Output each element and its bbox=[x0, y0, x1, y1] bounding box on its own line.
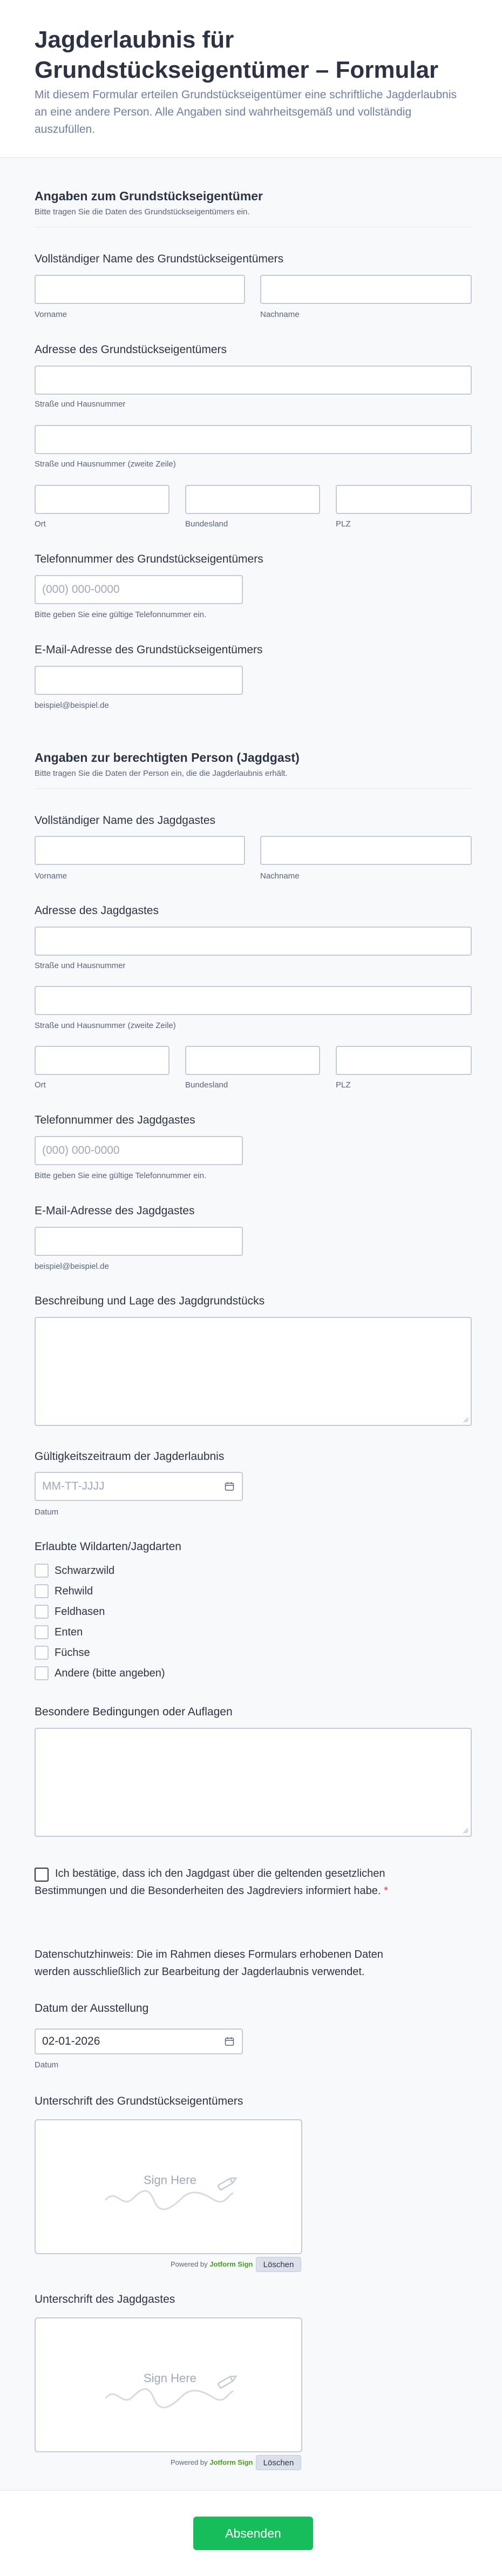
owner-zip-input[interactable] bbox=[336, 485, 472, 514]
guest-street1-input[interactable] bbox=[35, 927, 472, 956]
owner-address-label: Adresse des Grundstückseigentümers bbox=[35, 343, 227, 356]
privacy-note: Datenschutzhinweis: Die im Rahmen dieses Formulars erhobenen Daten werden ausschließlich zur Bearbeitung der Jagderlaubnis verwendet. bbox=[35, 1949, 383, 1978]
owner-street2-input[interactable] bbox=[35, 425, 472, 454]
owner-street2-sublabel: Straße und Hausnummer (zweite Zeile) bbox=[35, 459, 176, 469]
calendar-icon[interactable] bbox=[225, 2037, 234, 2046]
guest-state-input[interactable] bbox=[185, 1046, 320, 1075]
form-header bbox=[0, 0, 502, 158]
guest-signature-label: Unterschrift des Jagdgastes bbox=[35, 2293, 175, 2305]
owner-signature-label: Unterschrift des Grundstückseigentümers bbox=[35, 2095, 243, 2107]
owner-last-name-input[interactable] bbox=[260, 275, 472, 304]
guest-street2-sublabel: Straße und Hausnummer (zweite Zeile) bbox=[35, 1021, 176, 1030]
owner-email-label: E-Mail-Adresse des Grundstückseigentümers bbox=[35, 644, 263, 656]
guest-city-input[interactable] bbox=[35, 1046, 169, 1075]
guest-phone-label: Telefonnummer des Jagdgastes bbox=[35, 1114, 195, 1126]
owner-street1-sublabel: Straße und Hausnummer bbox=[35, 400, 126, 409]
owner-state-input[interactable] bbox=[185, 485, 320, 514]
owner-street1-input[interactable] bbox=[35, 366, 472, 395]
owner-email-hint: beispiel@beispiel.de bbox=[35, 701, 109, 710]
game-option-checkbox[interactable] bbox=[35, 1605, 49, 1619]
issue-date-value: 02-01-2026 bbox=[42, 2035, 100, 2047]
owner-phone-placeholder: (000) 000-0000 bbox=[42, 583, 120, 596]
owner-signature-clear-button[interactable]: Löschen bbox=[256, 2257, 301, 2272]
resize-grip-icon[interactable] bbox=[462, 1827, 469, 1834]
guest-street1-sublabel: Straße und Hausnummer bbox=[35, 961, 126, 970]
issue-date-hint: Datum bbox=[35, 2060, 59, 2070]
validity-date-input[interactable] bbox=[35, 1472, 243, 1501]
guest-signature-pad[interactable] bbox=[35, 2317, 302, 2452]
guest-first-name-sublabel: Vorname bbox=[35, 871, 67, 881]
owner-last-name-sublabel: Nachname bbox=[260, 310, 300, 319]
game-option-checkbox[interactable] bbox=[35, 1666, 49, 1680]
owner-name-label: Vollständiger Name des Grundstückseigentümers bbox=[35, 253, 284, 265]
game-option-label[interactable]: Rehwild bbox=[55, 1585, 93, 1597]
issue-date-input[interactable] bbox=[35, 2029, 243, 2054]
conditions-textarea[interactable] bbox=[35, 1728, 472, 1837]
section-divider bbox=[35, 788, 472, 789]
guest-email-label: E-Mail-Adresse des Jagdgastes bbox=[35, 1205, 195, 1217]
calendar-icon[interactable] bbox=[225, 1482, 234, 1491]
owner-first-name-sublabel: Vorname bbox=[35, 310, 67, 319]
guest-email-input[interactable] bbox=[35, 1227, 243, 1256]
game-option-label[interactable]: Schwarzwild bbox=[55, 1565, 115, 1577]
game-option-label[interactable]: Enten bbox=[55, 1626, 83, 1638]
guest-powered-by: Powered by Jotform Sign bbox=[171, 2458, 253, 2466]
owner-city-sublabel: Ort bbox=[35, 519, 46, 529]
owner-zip-sublabel: PLZ bbox=[336, 519, 351, 529]
game-option-label[interactable]: Andere (bitte angeben) bbox=[55, 1667, 165, 1679]
guest-signature-clear-button[interactable]: Löschen bbox=[256, 2455, 301, 2470]
game-label: Erlaubte Wildarten/Jagdarten bbox=[35, 1540, 181, 1553]
game-option-checkbox[interactable] bbox=[35, 1646, 49, 1660]
page-title: Jagderlaubnis für Grundstückseigentümer – Formular bbox=[35, 26, 439, 83]
form-description: Mit diesem Formular erteilen Grundstückseigentümer eine schriftliche Jagderlaubnis an eine andere Person. Alle Angaben sind wahrheitsgemäß und vollständig auszufüllen. bbox=[35, 89, 457, 136]
owner-city-input[interactable] bbox=[35, 485, 169, 514]
validity-label: Gültigkeitszeitraum der Jagderlaubnis bbox=[35, 1450, 225, 1463]
guest-phone-hint: Bitte geben Sie eine gültige Telefonnummer ein. bbox=[35, 1171, 207, 1180]
guest-email-hint: beispiel@beispiel.de bbox=[35, 1262, 109, 1271]
validity-date-placeholder: MM-TT-JJJJ bbox=[42, 1480, 105, 1492]
owner-phone-input[interactable] bbox=[35, 575, 243, 604]
owner-powered-by: Powered by Jotform Sign bbox=[171, 2260, 253, 2268]
owner-phone-label: Telefonnummer des Grundstückseigentümers bbox=[35, 553, 263, 565]
validity-hint: Datum bbox=[35, 1507, 59, 1517]
owner-first-name-input[interactable] bbox=[35, 275, 245, 304]
guest-section-subtitle: Bitte tragen Sie die Daten der Person ein, die die Jagderlaubnis erhält. bbox=[35, 769, 288, 778]
jotform-sign-brand: Jotform Sign bbox=[209, 2260, 253, 2268]
game-option-label[interactable]: Feldhasen bbox=[55, 1606, 105, 1618]
guest-city-sublabel: Ort bbox=[35, 1080, 46, 1090]
resize-grip-icon[interactable] bbox=[462, 1416, 469, 1423]
owner-signature-placeholder: Sign Here bbox=[144, 2173, 196, 2187]
guest-signature-placeholder: Sign Here bbox=[144, 2371, 196, 2385]
guest-zip-input[interactable] bbox=[336, 1046, 472, 1075]
issue-date-label: Datum der Ausstellung bbox=[35, 2002, 149, 2014]
guest-address-label: Adresse des Jagdgastes bbox=[35, 904, 159, 917]
guest-zip-sublabel: PLZ bbox=[336, 1080, 351, 1090]
required-mark: * bbox=[384, 1885, 388, 1897]
guest-last-name-sublabel: Nachname bbox=[260, 871, 300, 881]
conditions-label: Besondere Bedingungen oder Auflagen bbox=[35, 1706, 233, 1718]
guest-street2-input[interactable] bbox=[35, 986, 472, 1015]
jotform-sign-brand: Jotform Sign bbox=[209, 2458, 253, 2466]
guest-section-title: Angaben zur berechtigten Person (Jagdgast) bbox=[35, 751, 300, 765]
owner-section-title: Angaben zum Grundstückseigentümer bbox=[35, 189, 263, 203]
submit-button[interactable]: Absenden bbox=[193, 2517, 313, 2550]
owner-state-sublabel: Bundesland bbox=[185, 519, 228, 529]
land-description-label: Beschreibung und Lage des Jagdgrundstücks bbox=[35, 1295, 265, 1307]
consent-label: Ich bestätige, dass ich den Jagdgast über die geltenden gesetzlichen Bestimmungen und die Besonderheiten des Jagdreviers informiert habe. bbox=[35, 1868, 385, 1897]
owner-signature-pad[interactable] bbox=[35, 2119, 302, 2254]
form-footer bbox=[0, 2490, 502, 2576]
consent-text[interactable] bbox=[35, 1865, 423, 1899]
owner-phone-hint: Bitte geben Sie eine gültige Telefonnummer ein. bbox=[35, 610, 207, 619]
guest-last-name-input[interactable] bbox=[260, 836, 472, 865]
guest-state-sublabel: Bundesland bbox=[185, 1080, 228, 1090]
guest-phone-input[interactable] bbox=[35, 1136, 243, 1165]
game-option-checkbox[interactable] bbox=[35, 1625, 49, 1639]
guest-first-name-input[interactable] bbox=[35, 836, 245, 865]
owner-email-input[interactable] bbox=[35, 666, 243, 695]
game-option-label[interactable]: Füchse bbox=[55, 1647, 90, 1659]
land-description-textarea[interactable] bbox=[35, 1317, 472, 1426]
game-option-checkbox[interactable] bbox=[35, 1564, 49, 1578]
owner-section-subtitle: Bitte tragen Sie die Daten des Grundstückseigentümers ein. bbox=[35, 207, 250, 217]
game-option-checkbox[interactable] bbox=[35, 1584, 49, 1598]
guest-phone-placeholder: (000) 000-0000 bbox=[42, 1144, 120, 1157]
guest-name-label: Vollständiger Name des Jagdgastes bbox=[35, 814, 216, 827]
